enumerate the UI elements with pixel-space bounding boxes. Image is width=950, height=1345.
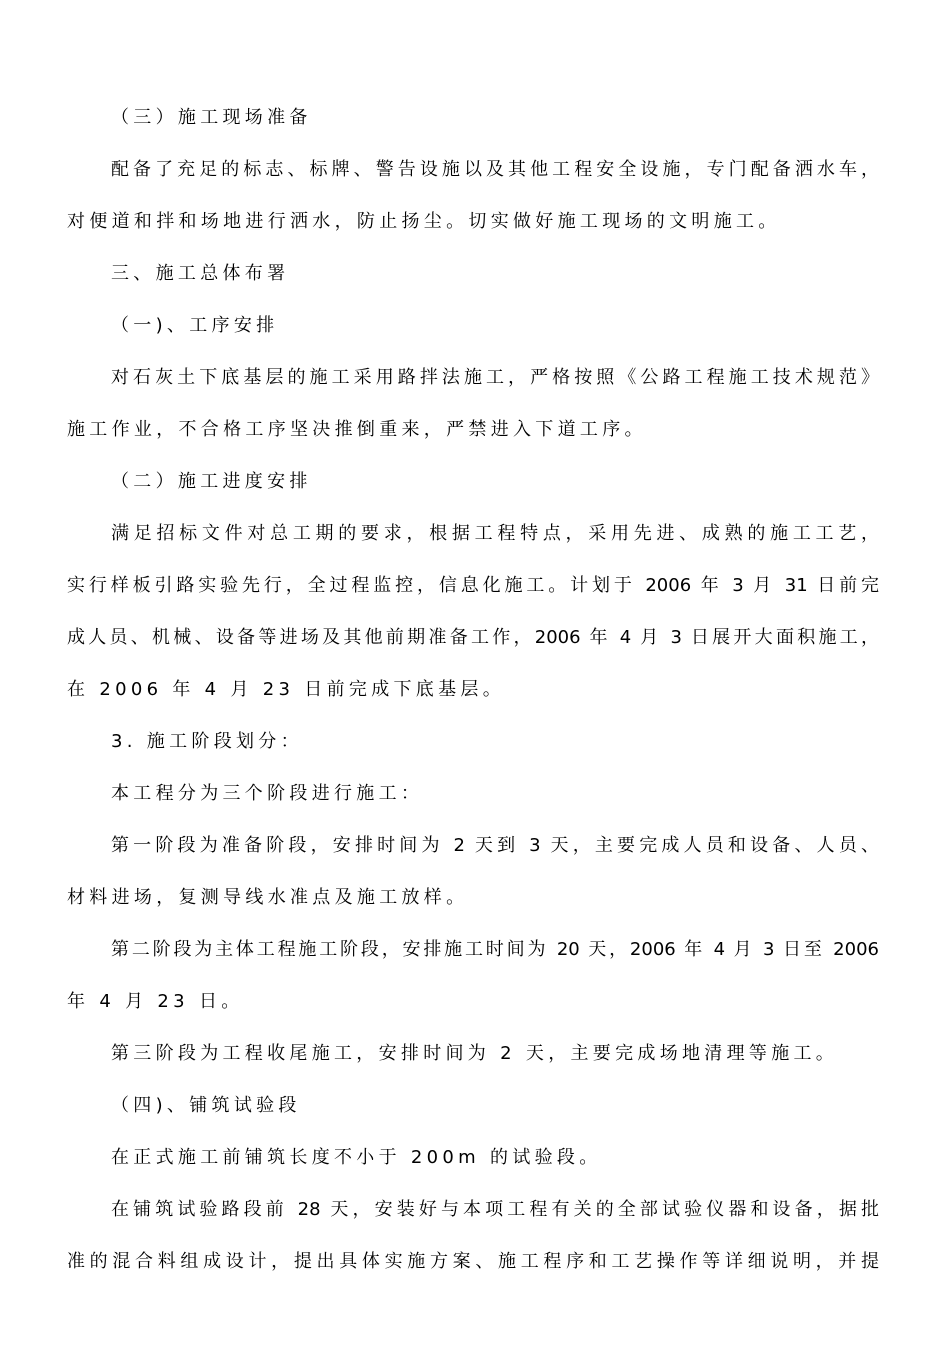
paragraph-line: 本工程分为三个阶段进行施工： <box>111 783 424 804</box>
paragraph-line: 第二阶段为主体工程施工阶段，安排施工时间为 20 天，2006 年 4 月 3 日至 2006 <box>111 939 879 960</box>
paragraph-line: 在 2006 年 4 月 23 日前完成下底基层。 <box>67 679 505 700</box>
paragraph-line: 第三阶段为工程收尾施工，安排时间为 2 天，主要完成场地清理等施工。 <box>111 1043 839 1064</box>
section-heading-phases: 3. 施工阶段划分： <box>111 731 303 752</box>
paragraph-line: 年 4 月 23 日。 <box>67 991 244 1012</box>
paragraph-line: 材料进场，复测导线水准点及施工放样。 <box>67 887 469 908</box>
section-heading-schedule: （二）施工进度安排 <box>111 471 312 492</box>
section-heading-trial-section: （四)、铺筑试验段 <box>111 1095 301 1116</box>
paragraph-line: 准的混合料组成设计，提出具体实施方案、施工程序和工艺操作等详细说明，并提 <box>67 1251 879 1272</box>
paragraph-line: 满足招标文件对总工期的要求，根据工程特点，采用先进、成熟的施工工艺， <box>111 523 879 544</box>
paragraph-line: 第一阶段为准备阶段，安排时间为 2 天到 3 天，主要完成人员和设备、人员、 <box>111 835 879 856</box>
paragraph-line: 实行样板引路实验先行，全过程监控，信息化施工。计划于 2006 年 3 月 31 日前完 <box>67 575 879 596</box>
paragraph-line: 对石灰土下底基层的施工采用路拌法施工，严格按照《公路工程施工技术规范》 <box>111 367 879 388</box>
paragraph-line: 在铺筑试验路段前 28 天，安装好与本项工程有关的全部试验仪器和设备，据批 <box>111 1199 879 1220</box>
paragraph-line: 配备了充足的标志、标牌、警告设施以及其他工程安全设施，专门配备洒水车， <box>111 159 879 180</box>
section-heading-site-preparation: （三）施工现场准备 <box>111 107 312 128</box>
paragraph-line: 成人员、机械、设备等进场及其他前期准备工作，2006 年 4 月 3 日展开大面积施工， <box>67 627 879 648</box>
paragraph-line: 在正式施工前铺筑长度不小于 200m 的试验段。 <box>111 1147 602 1168</box>
paragraph-line: 施工作业，不合格工序坚决推倒重来，严禁进入下道工序。 <box>67 419 647 440</box>
section-heading-process-arrangement: （一)、工序安排 <box>111 315 279 336</box>
paragraph-line: 对便道和拌和场地进行洒水，防止扬尘。切实做好施工现场的文明施工。 <box>67 211 781 232</box>
section-heading-overall-layout: 三、施工总体布署 <box>111 263 290 284</box>
